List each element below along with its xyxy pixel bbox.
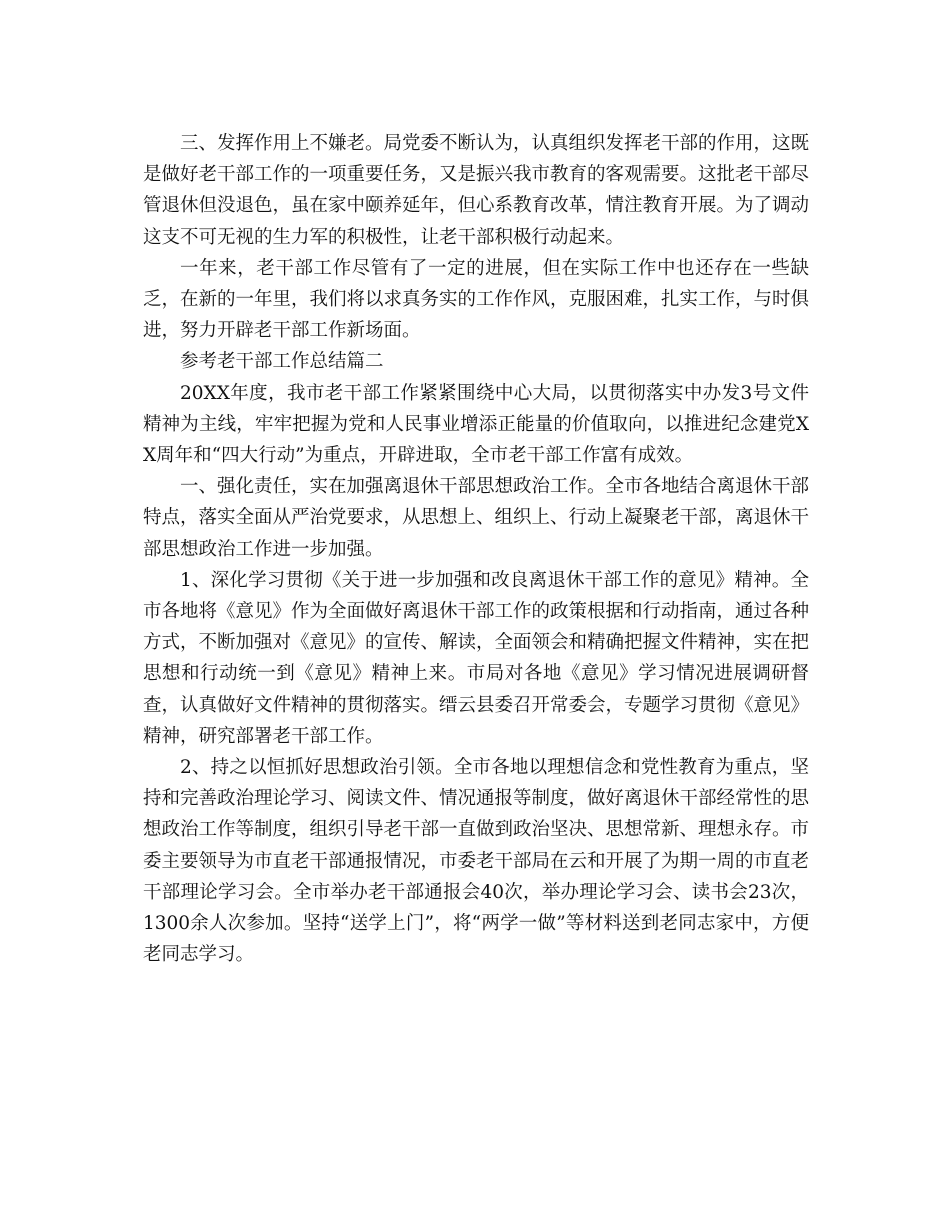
document-body — [143, 128, 809, 970]
paragraph-annual-overview: 20XX年度，我市老干部工作紧紧围绕中心大局，以贯彻落实中办发3号文件精神为主线，牢牢把握为党和人民事业增添正能量的价值取向，以推进纪念建党XX周年和“四大行动”为重点，开辟进取，全市老干部工作富有成效。 — [143, 382, 809, 467]
section-heading-part-two: 参考老干部工作总结篇二 — [180, 351, 384, 373]
paragraph-year-summary: 一年来，老干部工作尽管有了一定的进展，但在实际工作中也还存在一些缺乏，在新的一年里，我们将以求真务实的工作作风，克服困难，扎实工作，与时俱进，努力开辟老干部工作新场面。 — [143, 257, 810, 342]
paragraph-role-of-veterans: 三、发挥作用上不嫌老。局党委不断认为，认真组织发挥老干部的作用，这既是做好老干部工作的一项重要任务，又是振兴我市教育的客观需要。这批老干部尽管退休但没退色，虽在家中颐养延年，但心系教育改革，情注教育开展。为了调动这支不可无视的生力军的积极性，让老干部积极行动起来。 — [143, 133, 810, 248]
paragraph-study-opinions: 1、深化学习贯彻《关于进一步加强和改良离退休干部工作的意见》精神。全市各地将《意见》作为全面做好离退休干部工作的政策根据和行动指南，通过各种方式，不断加强对《意见》的宣传、解读，全面领会和精确把握文件精神，实在把思想和行动统一到《意见》精神上来。市局对各地《意见》学习情况进展调研督查，认真做好文件精神的贯彻落实。缙云县委召开常委会，专题学习贯彻《意见》精神，研究部署老干部工作。 — [143, 569, 810, 747]
paragraph-strengthen-responsibility: 一、强化责任，实在加强离退休干部思想政治工作。全市各地结合离退休干部特点，落实全面从严治党要求，从思想上、组织上、行动上凝聚老干部，离退休干部思想政治工作进一步加强。 — [143, 476, 810, 560]
paragraph-political-guidance: 2、持之以恒抓好思想政治引领。全市各地以理想信念和党性教育为重点，坚持和完善政治理论学习、阅读文件、情况通报等制度，做好离退休干部经常性的思想政治工作等制度，组织引导老干部一直做到政治坚决、思想常新、理想永存。市委主要领导为市直老干部通报情况，市委老干部局在云和开展了为期一周的市直老干部理论学习会。全市举办老干部通报会40次，举办理论学习会、读书会23次，1300余人次参加。坚持“送学上门”，将“两学一做”等材料送到老同志家中，方便老同志学习。 — [143, 757, 810, 966]
